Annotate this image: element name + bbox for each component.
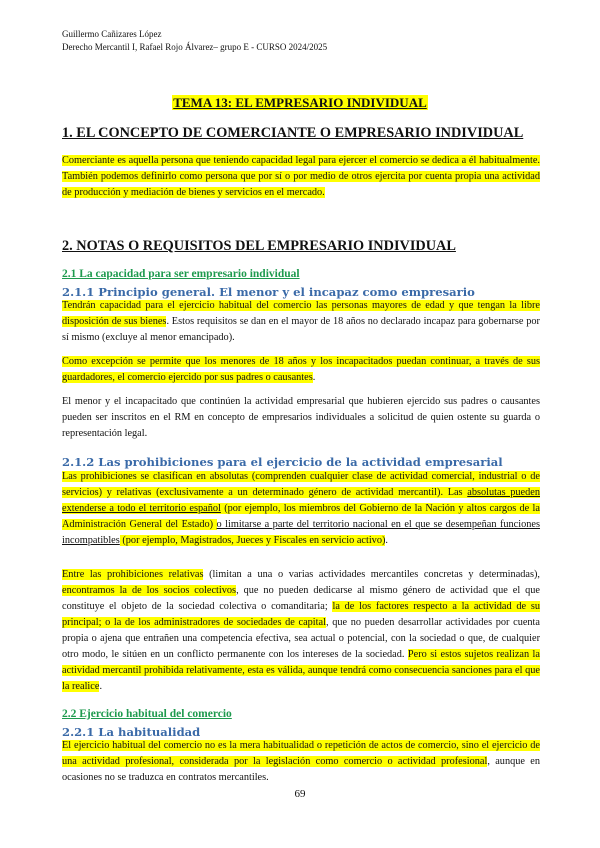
s212-p2-h: . (99, 681, 103, 692)
s211-p2-rest: . (312, 372, 316, 383)
page-number: 69 (294, 788, 306, 800)
s211-paragraph-1 (62, 298, 540, 346)
section212-heading: 2.1.2 Las prohibiciones para el ejercicio de la actividad empresarial (62, 455, 503, 469)
s211-paragraph-3: El menor y el incapacitado que continúen la actividad empresarial que hubieren ejercido sus padres o causantes pueden ser inscritos en el RM en concepto de empresarios individuales a solicitud de quien ostente su guarda o representación legal. (62, 396, 540, 439)
s221-p1-highlight: El ejercicio habitual del comercio no es la mera habitualidad o repetición de actos de comercio, sino el ejercicio de una actividad profesional, considerada por la legislación como comercio o actividad profesional (62, 740, 540, 767)
section221-heading: 2.2.1 La habitualidad (62, 725, 201, 739)
s212-paragraph-2 (62, 567, 540, 695)
page-title (0, 95, 600, 111)
s221-paragraph-1 (62, 738, 540, 786)
section1-heading: 1. EL CONCEPTO DE COMERCIANTE O EMPRESARIO INDIVIDUAL (62, 125, 524, 141)
s212-paragraph-1 (62, 469, 540, 549)
section21-heading: 2.1 La capacidad para ser empresario individual (62, 268, 300, 280)
s212-p2-f: , que no pueden desarrollar actividades por cuenta propia o ajena que entrañen una competencia efectiva, sea actual o potencial, con la sociedad o que, de cualquier otro modo, le sitúen en un conflicto permanente con los intereses de la sociedad. (62, 617, 540, 660)
title-text: TEMA 13: EL EMPRESARIO INDIVIDUAL (173, 95, 427, 110)
s212-p1-c: (por ejemplo, los miembros del Gobierno de la Nación y altos cargos de la Administración General del Estado) (62, 503, 540, 530)
s212-p1-a: Las prohibiciones se clasifican en absolutas (comprenden cualquier clase de actividad comercial, industrial o de servicios) y relativas (exclusivamente a un determinado género de actividad mercantil). Las (62, 471, 540, 498)
s212-p2-g: Pero si estos sujetos realizan la actividad mercantil prohibida relativamente, esta es válida, aunque tendrá como consecuencia sanciones para el que la realice (62, 649, 540, 692)
header-author: Guillermo Cañizares López (62, 29, 162, 39)
s212-p1-d: o limitarse a parte del territorio nacional en el que se desempeñan funciones incompatibles (62, 519, 540, 546)
section22-heading: 2.2 Ejercicio habitual del comercio (62, 708, 232, 720)
s212-p2-b: (limitan a una o varias actividades mercantiles concretas y determinadas), (203, 569, 540, 580)
section1-text: Comerciante es aquella persona que teniendo capacidad legal para ejercer el comercio se dedica a él habitualmente. También podemos definirlo como persona que por sí o por medio de otros ejercita por cuenta propia una actividad de producción y mediación de bienes y servicios en el mercado. (62, 155, 540, 198)
header-course: Derecho Mercantil I, Rafael Rojo Álvarez– grupo E - CURSO 2024/2025 (62, 42, 328, 52)
s221-p1-rest: , aunque en ocasiones no se traduzca en contratos mercantiles. (62, 756, 540, 783)
s212-p2-c: encontramos la de los socios colectivos (62, 585, 237, 596)
s212-p1-b: absolutas pueden extenderse a todo el territorio español (62, 487, 540, 514)
s212-p2-d: , que no pueden dedicarse al mismo género de actividad que el que constituye el objeto de la sociedad colectiva o comanditaria; (62, 585, 541, 612)
s212-p2-e: la de los factores respecto a la actividad de su principal; o la de los administradores de sociedades de capital (62, 601, 540, 628)
section211-heading: 2.1.1 Principio general. El menor y el incapaz como empresario (62, 285, 475, 299)
s211-p2-highlight: Como excepción se permite que los menores de 18 años y los incapacitados puedan continuar, a través de sus guardadores, el comercio ejercido por sus padres o causantes (62, 356, 540, 383)
s211-paragraph-2 (62, 354, 540, 386)
section2-heading: 2. NOTAS O REQUISITOS DEL EMPRESARIO INDIVIDUAL (62, 238, 456, 254)
s211-p1-rest: . Estos requisitos se dan en el mayor de 18 años no declarado incapaz para gobernarse por sí mismo (excluye al menor emancipado). (62, 316, 540, 343)
s212-p1-e: (por ejemplo, Magistrados, Jueces y Fiscales en servicio activo) (119, 535, 386, 546)
s212-p2-a: Entre las prohibiciones relativas (62, 569, 204, 580)
section1-paragraph (62, 153, 540, 201)
s212-p1-f: . (385, 535, 388, 546)
s211-p1-highlight: Tendrán capacidad para el ejercicio habitual del comercio las personas mayores de edad y que tengan la libre disposición de sus bienes (62, 300, 540, 327)
